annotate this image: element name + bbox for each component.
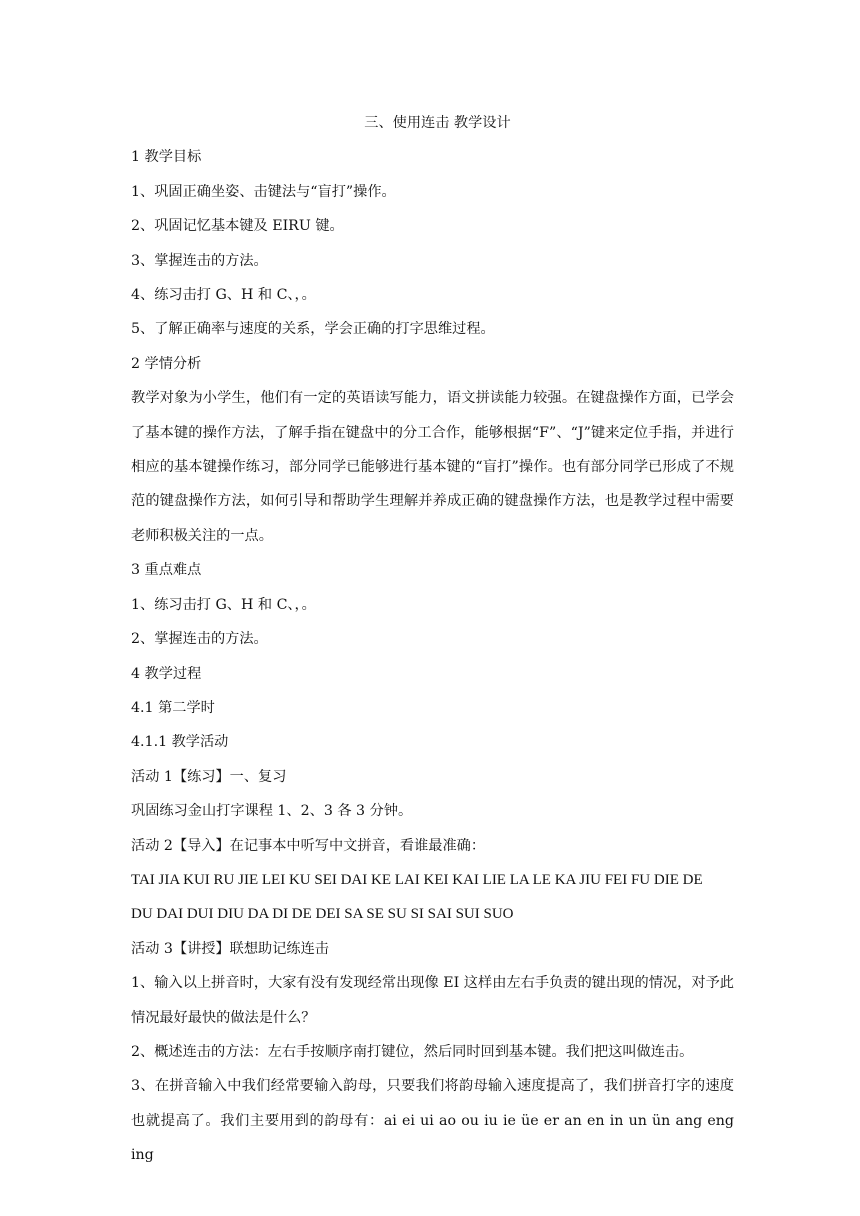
objective-item-1: 1、巩固正确坐姿、击键法与“盲打”操作。 [131, 183, 396, 200]
activity-3-point-1: 1、输入以上拼音时，大家有没有发现经常出现像 EI 这样由左右手负责的键出现的情况，对予此情况最好最快的做法是什么？ [131, 975, 734, 1026]
analysis-paragraph: 教学对象为小学生，他们有一定的英语读写能力，语文拼读能力较强。在键盘操作方面，已学会了基本键的操作方法，了解手指在键盘中的分工合作，能够根据“F”、“J”键来定位手指，并进行相应的基本键操作练习，部分同学已能够进行基本键的“盲打”操作。也有部分同学已形成了不规范的键盘操作方法，如何引导和帮助学生理解并养成正确的键盘操作方法，也是教学过程中需要老师积极关注的一点。 [131, 390, 734, 544]
activity-3-title: 活动 3【讲授】联想助记练连击 [131, 940, 329, 957]
section-heading-process: 4 教学过程 [131, 665, 202, 682]
activity-3-point-2: 2、概述连击的方法：左右手按顺序南打键位，然后同时回到基本键。我们把这叫做连击。 [131, 1043, 694, 1060]
document-title: 三、使用连击 教学设计 [364, 115, 511, 131]
section-heading-key-points: 3 重点难点 [131, 562, 202, 579]
objective-item-3: 3、掌握连击的方法。 [131, 252, 268, 269]
objective-item-5: 5、了解正确率与速度的关系，学会正确的打字思维过程。 [131, 321, 495, 338]
pinyin-line-1: TAI JIA KUI RU JIE LEI KU SEI DAI KE LAI KEI KAI LIE LA LE KA JIU FEI FU DIE DE [131, 871, 703, 888]
key-point-item-2: 2、掌握连击的方法。 [131, 631, 268, 648]
pinyin-line-2: DU DAI DUI DIU DA DI DE DEI SA SE SU SI SAI SUI SUO [131, 906, 514, 923]
section-heading-analysis: 2 学情分析 [131, 355, 202, 372]
activity-1-title: 活动 1【练习】一、复习 [131, 768, 287, 785]
activity-3-point-3: 3、在拼音输入中我们经常要输入韵母，只要我们将韵母输入速度提高了，我们拼音打字的速度也就提高了。我们主要用到的韵母有：ai ei ui ao ou iu ie üe er an en in un ün ang eng ing [131, 1078, 734, 1164]
process-sub-sub-heading: 4.1.1 教学活动 [131, 734, 229, 751]
activity-1-text: 巩固练习金山打字课程 1、2、3 各 3 分钟。 [131, 803, 413, 820]
key-point-item-1: 1、练习击打 G、H 和 C、，。 [131, 596, 316, 613]
activity-2-title: 活动 2【导入】在记事本中听写中文拼音，看谁最准确： [131, 837, 486, 854]
objective-item-2: 2、巩固记忆基本键及 EIRU 键。 [131, 218, 344, 235]
objective-item-4: 4、练习击打 G、H 和 C、，。 [131, 287, 316, 304]
process-sub-heading: 4.1 第二学时 [131, 699, 215, 716]
section-heading-objectives: 1 教学目标 [131, 149, 202, 166]
